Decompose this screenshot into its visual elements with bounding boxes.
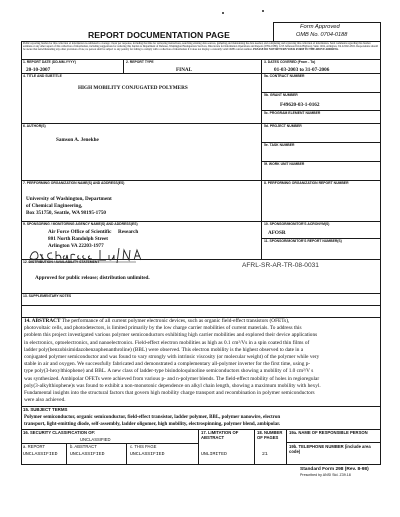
page-count-label: 18. NUMBER OF PAGES <box>257 430 283 440</box>
security-classification: UNCLASSIFIED <box>80 437 111 442</box>
page-count: 21 <box>262 452 268 457</box>
task-number-label: 5e. TASK NUMBER <box>264 143 295 147</box>
report-date-label: 1. REPORT DATE (DD-MM-YYYY) <box>23 60 76 64</box>
performing-org-line-3: Box 351750, Seattle, WA 98195-1750 <box>26 210 107 216</box>
dates-covered-label: 3. DATES COVERED (From - To) <box>264 60 316 64</box>
performing-org-line-1: University of Washington, Department <box>26 196 112 202</box>
grant-number: F49620-03-1-0162 <box>280 102 320 108</box>
sponsor-line-3: Arlington VA 22203-1977 <box>48 243 104 249</box>
abstract-class: UNCLASSIFIED <box>70 452 105 457</box>
sponsor-acronym-label: 10. SPONSOR/MONITOR'S ACRONYM(S) <box>264 222 330 226</box>
report-type: FINAL <box>176 67 193 73</box>
contract-number-label: 5a. CONTRACT NUMBER <box>264 74 305 78</box>
subject-terms-line-1: Polymer semiconductor, organic semiconductor, field-effect transistor, ladder polymer, BBL, polymer nanowire, electron <box>24 415 281 420</box>
abstract: 14. ABSTRACT The performance of all current polymer electronic devices, such as organic field-effect transistors (OFETs), photovoltaic cells, and photodetectors, is limited primarily by the low charge carrier mobilities of current materials. To address this problem this project investigated various polymer semiconductors exhibiting high carrier mobilities and explored their device applications in electronics, optoelectronics, and nanoelectronics. Field-effect electron mobilities as high as 0.1 cm²/Vs in a spin coated thin films of ladder poly(benzobisimidazobenzophenanthroline) (BBL) were observed. This electron mobility is the highest observed to date in a conjugated polymer semiconductor and was found to vary strongly with intrinsic viscosity (or molecular weight) of the polymer while very stable in air and oxygen. We successfully fabricated and demonstrated a complementary all-polymer inverter for the first time, using p- type poly(3-hexylthiophene) and BBL. A new class of ladder-type bisindoloquinoline semiconductors showing a mobility of 1.0 cm²/V s was synthesized. Ambipolar OFETs were achieved from various p- and n-polymer blends. The field-effect mobility of holes in regioregular poly(3-alkylthiophene)s was found to exhibit a non-monotonic dependence on alkyl chain length, showing a maximum mobility with hexyl. Fundamental insights into the structural factors that govern high mobility charge transport and recombination in polymer semiconductors were also achieved. <box>24 318 321 404</box>
abstract-class-label: b. ABSTRACT <box>70 444 97 449</box>
dates-covered: 01-03-2003 to 31-07-2006 <box>274 67 330 73</box>
responsible-person-label: 19a. NAME OF RESPONSIBLE PERSON <box>289 430 368 435</box>
grant-number-label: 5b. GRANT NUMBER <box>264 93 298 97</box>
prescribed-by: Prescribed by ANSI Std. Z39.18 <box>300 473 351 477</box>
distribution-label: 12. DISTRIBUTION / AVAILABILITY STATEMENT <box>23 260 100 264</box>
report-date: 20-10-2007 <box>26 67 51 73</box>
telephone-number-label: 19b. TELEPHONE NUMBER (include area code) <box>289 444 371 454</box>
project-number-label: 5d. PROJECT NUMBER <box>264 124 302 128</box>
afrl-report-number: AFRL-SR-AR-TR-08-0031 <box>242 262 319 269</box>
subject-terms-label: 15. SUBJECT TERMS <box>23 407 68 412</box>
work-unit-label: 5f. WORK UNIT NUMBER <box>264 162 305 166</box>
report-class: UNCLASSIFIED <box>23 452 58 457</box>
scan-speck-2 <box>262 10 264 12</box>
distribution-statement: Approved for public release; distribution unlimited. <box>35 275 150 281</box>
title-label: 4. TITLE AND SUBTITLE <box>23 74 62 78</box>
sponsoring-agency-label: 9. SPONSORING / MONITORING AGENCY NAME(S) AND ADDRESS(ES) <box>23 222 138 226</box>
security-classification-label: 16. SECURITY CLASSIFICATION OF: <box>23 430 96 435</box>
form-approved: Form Approved <box>300 24 340 30</box>
scan-speck-1 <box>222 12 224 14</box>
authors-label: 6. AUTHOR(S) <box>23 124 46 128</box>
subject-terms-line-2: transport, light-emitting diode, self-assembly, ladder oligomer, high mobility, electrospinning, polymer blend, ambipolar. <box>24 422 281 427</box>
standard-form-number: Standard Form 298 (Rev. 8-98) <box>300 467 369 472</box>
performing-org-line-2: of Chemical Engineering, <box>26 203 83 209</box>
limitation-label: 17. LIMITATION OF ABSTRACT <box>201 430 239 440</box>
sponsor-acronym: AFOSR <box>268 230 286 236</box>
sponsor-report-number-label: 11. SPONSOR/MONITOR'S REPORT NUMBER(S) <box>264 239 342 243</box>
performing-org-label: 7. PERFORMING ORGANIZATION NAME(S) AND ADDRESS(ES) <box>23 181 125 185</box>
sponsor-line-1: Air Force Office of Scientific Research <box>48 229 139 235</box>
program-element-label: 5c. PROGRAM ELEMENT NUMBER <box>264 111 321 115</box>
this-page-class: UNCLASSIFIED <box>130 452 165 457</box>
burden-notice: Public reporting burden for this collection of information is estimated to average 1 hour per response, including the time for reviewing instructions, searching existing data sources, gathering and maintaining the data needed, and completing and reviewing this collection of information. Send comments regarding this burden estimate or any other aspect of this collection of information, including suggestions for reducing this burden to Department of Defense, Washington Headquarters Services, Directorate for Information Operations and Reports (0704-0188), 1215 Jefferson Davis Highway, Suite 1204, Arlington, VA 22202-4302. Respondents should be aware that notwithstanding any other provision of law, no person shall be subject to any penalty for failing to comply with a collection of information if it does not display a currently valid OMB control number. PLEASE DO NOT RETURN YOUR FORM TO THE ABOVE ADDRESS. <box>23 42 378 52</box>
report-class-label: a. REPORT <box>23 444 46 449</box>
this-page-class-label: c. THIS PAGE <box>130 444 157 449</box>
report-title: HIGH MOBILITY CONJUGATED POLYMERS <box>78 85 188 91</box>
author-name: Samson A. Jenekhe <box>56 137 99 143</box>
limitation-of-abstract: UNLIMITED <box>201 452 227 457</box>
performing-report-number-label: 8. PERFORMING ORGANIZATION REPORT NUMBER <box>264 181 349 185</box>
omb-number: OMB No. 0704-0188 <box>296 32 348 38</box>
supplementary-notes-label: 13. SUPPLEMENTARY NOTES <box>23 294 72 298</box>
abstract-label: 14. ABSTRACT <box>24 318 61 324</box>
report-type-label: 2. REPORT TYPE <box>126 60 154 64</box>
form-title: REPORT DOCUMENTATION PAGE <box>88 30 230 40</box>
sponsor-line-2: 801 North Randolph Street <box>48 236 108 242</box>
